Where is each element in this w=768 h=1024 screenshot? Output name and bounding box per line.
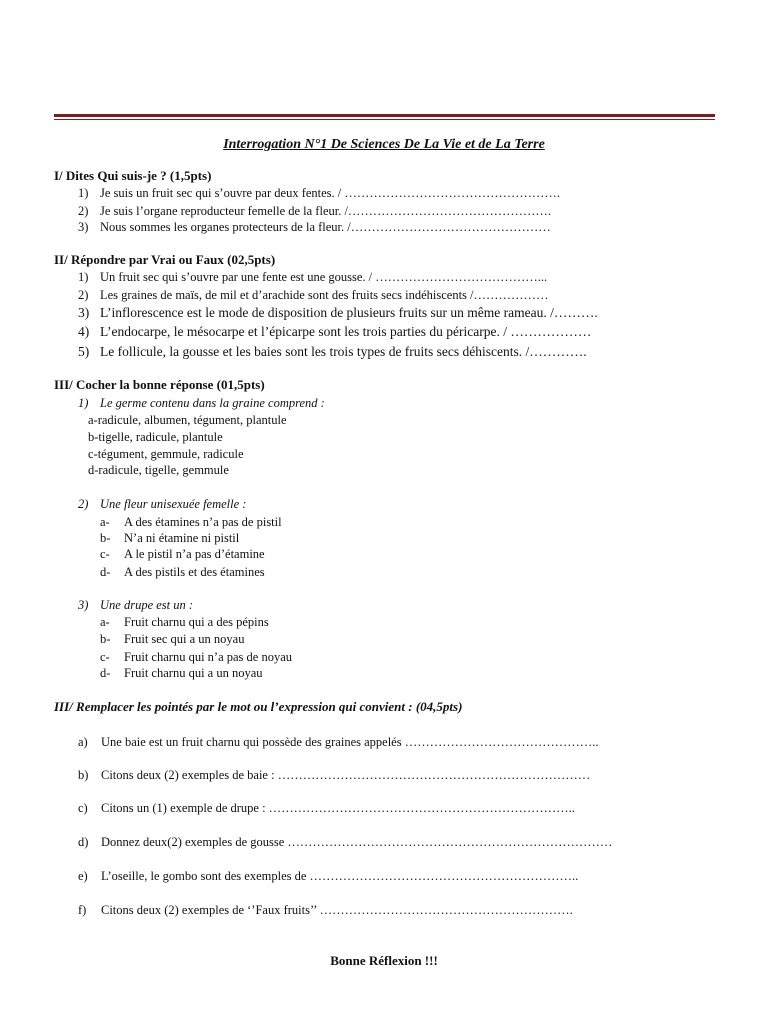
option-letter: a- (100, 515, 110, 529)
page-title: Interrogation N°1 De Sciences De La Vie et de La Terre (223, 137, 545, 152)
option-text: Fruit sec qui a un noyau (124, 632, 245, 646)
item-text: L’endocarpe, le mésocarpe et l’épicarpe sont les trois parties du péricarpe. / ……………… (100, 324, 592, 339)
answer-option: b-tigelle, radicule, plantule (88, 430, 223, 444)
header-rule (54, 114, 715, 117)
item-text: Une baie est un fruit charnu qui possède des graines appelés ……………………………………….. (101, 735, 599, 749)
item-letter: b) (78, 768, 89, 782)
option-letter: d- (100, 565, 111, 579)
option-letter: a- (100, 615, 110, 629)
item-number: 2) (78, 204, 89, 218)
option-letter: c- (100, 547, 110, 561)
answer-option (100, 650, 292, 665)
answer-option: a-radicule, albumen, tégument, plantule (88, 413, 287, 427)
item-text: Les graines de maïs, de mil et d’arachide sont des fruits secs indéhiscents /……………… (100, 288, 549, 302)
closing-note: Bonne Réflexion !!! (330, 953, 438, 968)
option-text: Fruit charnu qui a un noyau (124, 666, 263, 680)
item-letter: a) (78, 735, 88, 749)
answer-option (100, 666, 263, 681)
section-4-heading: III/ Remplacer les pointés par le mot ou l’expression qui convient : (04,5pts) (54, 699, 463, 714)
section-2-heading: II/ Répondre par Vrai ou Faux (02,5pts) (54, 252, 276, 267)
option-text: N’a ni étamine ni pistil (124, 531, 240, 545)
question-prompt: Une fleur unisexuée femelle : (100, 497, 247, 511)
option-text: A des étamines n’a pas de pistil (124, 515, 282, 529)
item-text: Un fruit sec qui s’ouvre par une fente est une gousse. / …………………………………... (100, 270, 548, 284)
item-letter: d) (78, 835, 89, 849)
item-number: 5) (78, 344, 90, 359)
answer-option (100, 531, 239, 546)
item-number: 3) (78, 220, 89, 234)
item-text: Nous sommes les organes protecteurs de la fleur. /………………………………………… (100, 220, 551, 234)
option-text: Fruit charnu qui a des pépins (124, 615, 269, 629)
item-text: L’oseille, le gombo sont des exemples de ……………………………………………………….. (101, 869, 579, 883)
answer-option (100, 615, 269, 630)
answer-option (100, 632, 244, 647)
question-number: 2) (78, 497, 89, 511)
item-text: L’inflorescence est le mode de disposition de plusieurs fruits sur un même rameau. /………. (100, 305, 598, 320)
option-letter: b- (100, 632, 111, 646)
option-text: A le pistil n’a pas d’étamine (124, 547, 265, 561)
item-letter: c) (78, 801, 88, 815)
answer-option (100, 565, 265, 580)
question-prompt: Le germe contenu dans la graine comprend : (100, 396, 325, 410)
item-number: 1) (78, 186, 89, 200)
item-text: Je suis un fruit sec qui s’ouvre par deux fentes. / ……………………………………………. (100, 186, 561, 200)
item-number: 1) (78, 270, 89, 284)
option-letter: c- (100, 650, 110, 664)
item-number: 3) (78, 305, 90, 320)
item-text: Citons deux (2) exemples de baie : ………………………………………………………………… (101, 768, 591, 782)
section-3-heading: III/ Cocher la bonne réponse (01,5pts) (54, 377, 265, 392)
option-text: Fruit charnu qui n’a pas de noyau (124, 650, 293, 664)
item-letter: e) (78, 869, 88, 883)
item-text: Citons deux (2) exemples de ‘’Faux fruits’’ ……………………………………………………. (101, 903, 573, 917)
answer-option: d-radicule, tigelle, gemmule (88, 463, 229, 477)
item-text: Donnez deux(2) exemples de gousse …………………………………………………………………… (101, 835, 613, 849)
answer-option (100, 547, 265, 562)
item-letter: f) (78, 903, 87, 917)
answer-option (100, 515, 282, 530)
option-letter: b- (100, 531, 111, 545)
item-text: Citons un (1) exemple de drupe : ……………………………………………………………….. (101, 801, 575, 815)
answer-option: c-tégument, gemmule, radicule (88, 447, 244, 461)
item-number: 4) (78, 324, 90, 339)
question-number: 1) (78, 396, 89, 410)
question-number: 3) (78, 598, 89, 612)
header-rule-thin (54, 119, 715, 120)
item-number: 2) (78, 288, 89, 302)
option-letter: d- (100, 666, 111, 680)
option-text: A des pistils et des étamines (124, 565, 265, 579)
section-1-heading: I/ Dites Qui suis-je ? (1,5pts) (54, 168, 212, 183)
question-prompt: Une drupe est un : (100, 598, 194, 612)
item-text: Le follicule, la gousse et les baies sont les trois types de fruits secs déhiscents. /…………. (100, 344, 587, 359)
item-text: Je suis l’organe reproducteur femelle de la fleur. /…………………………………………. (100, 204, 552, 218)
